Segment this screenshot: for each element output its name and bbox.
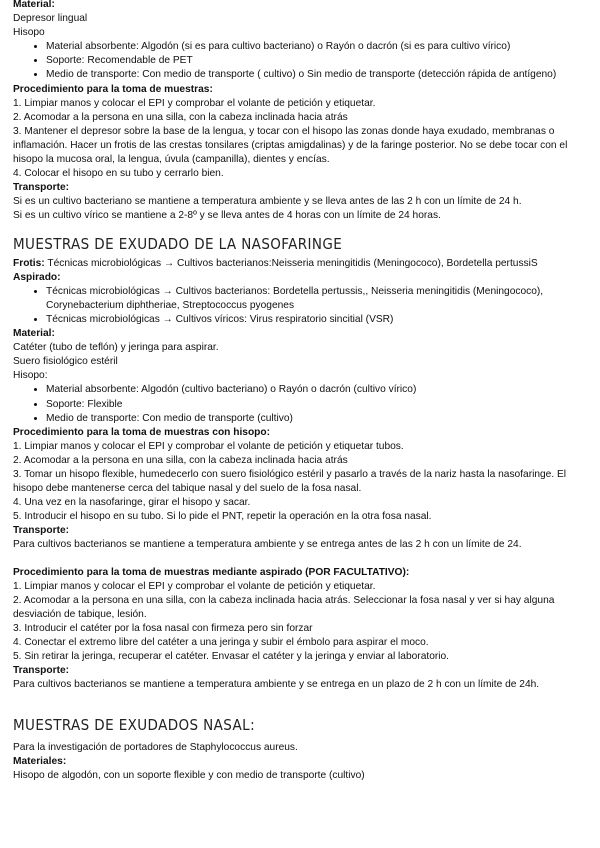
- aspirado-list: [13, 285, 597, 327]
- document-page: [13, 0, 597, 783]
- procedure-label: Procedimiento para la toma de muestras mediante aspirado (POR FACULTATIVO):: [13, 566, 410, 578]
- procedure-step: 1. Limpiar manos y colocar el EPI y comprobar el volante de petición y etiquetar tubos.: [13, 440, 404, 452]
- transport-line: Para cultivos bacterianos se mantiene a temperatura ambiente y se entrega antes de las 2 h con un límite de 24.: [13, 539, 522, 551]
- materiales-label: Materiales:: [13, 755, 67, 767]
- procedure-step: 1. Limpiar manos y colocar el EPI y comprobar el volante de petición y etiquetar.: [13, 97, 376, 109]
- material-item: Suero fisiológico estéril: [13, 356, 118, 368]
- material-item: Depresor lingual: [13, 13, 88, 25]
- list-item: • Medio de transporte: Con medio de transporte (cultivo): [46, 412, 597, 426]
- section-heading-nasal: MUESTRAS DE EXUDADOS NASAL:: [13, 716, 256, 735]
- procedure-step: 1. Limpiar manos y colocar el EPI y comprobar el volante de petición y etiquetar.: [13, 580, 376, 592]
- list-item: • Técnicas microbiológicas → Cultivos víricos: Virus respiratorio sincitial (VSR): [46, 313, 597, 327]
- procedure-step: 3. Introducir el catéter por la fosa nasal con firmeza pero sin forzar: [13, 622, 313, 634]
- material-item: Hisopo:: [13, 370, 48, 382]
- list-item: • Material absorbente: Algodón (si es para cultivo bacteriano) o Rayón o dacrón (si es para cultivo vírico): [46, 40, 597, 54]
- list-item: • Medio de transporte: Con medio de transporte ( cultivo) o Sin medio de transporte (detección rápida de antígeno): [46, 68, 597, 82]
- list-item: • Material absorbente: Algodón (cultivo bacteriano) o Rayón o dacrón (cultivo vírico): [46, 383, 597, 397]
- procedure-step: 4. Colocar el hisopo en su tubo y cerrarlo bien.: [13, 168, 224, 180]
- section-heading-nasofaringe: MUESTRAS DE EXUDADO DE LA NASOFARINGE: [13, 234, 343, 253]
- material-label: Material:: [13, 0, 55, 10]
- list-item: • Soporte: Flexible: [46, 398, 597, 412]
- transport-label: Transporte:: [13, 665, 70, 677]
- transport-line: Si es un cultivo vírico se mantiene a 2-8º y se lleva antes de 4 horas con un límite de 24 horas.: [13, 210, 441, 222]
- procedure-step: 5. Sin retirar la jeringa, recuperar el catéter. Envasar el catéter y la jeringa y enviar al laboratorio.: [13, 651, 450, 663]
- procedure-step: 4. Una vez en la nasofaringe, girar el hisopo y sacar.: [13, 497, 251, 509]
- aspirado-label: Aspirado:: [13, 271, 61, 283]
- hisopo-list: [13, 40, 597, 82]
- procedure-label: Procedimiento para la toma de muestras con hisopo:: [13, 426, 271, 438]
- list-item: • Técnicas microbiológicas → Cultivos bacterianos: Bordetella pertussis,, Neisseria meningitidis (Meningococo), Corynebacterium diphtheriae, Streptococcus pyogenes: [46, 285, 597, 313]
- procedure-step: 2. Acomodar a la persona en una silla, con la cabeza inclinada hacia atrás: [13, 111, 348, 123]
- frotis-line: [13, 257, 597, 271]
- materiales-text: Hisopo de algodón, con un soporte flexible y con medio de transporte (cultivo): [13, 769, 365, 781]
- procedure-step: 2. Acomodar a la persona en una silla, con la cabeza inclinada hacia atrás: [13, 454, 348, 466]
- frotis-label: Frotis:: [13, 257, 45, 269]
- material-item: Catéter (tubo de teflón) y jeringa para aspirar.: [13, 342, 219, 354]
- procedure-step: 4. Conectar el extremo libre del catéter a una jeringa y subir el émbolo para aspirar el moco.: [13, 637, 429, 649]
- procedure-step: 3. Tomar un hisopo flexible, humedecerlo con suero fisiológico estéril y pasarlo a través de la nariz hasta la nasofaringe. El hisopo debe mantenerse cerca del tabique nasal y del suelo de la fosa nasal.: [13, 469, 567, 495]
- hisopo-list: [13, 383, 597, 425]
- procedure-step: 5. Introducir el hisopo en su tubo. Si lo pide el PNT, repetir la operación en la otra fosa nasal.: [13, 511, 432, 523]
- procedure-label: Procedimiento para la toma de muestras:: [13, 83, 213, 95]
- material-item: Hisopo: [13, 27, 45, 39]
- intro-line: Para la investigación de portadores de Staphylococcus aureus.: [13, 741, 298, 753]
- list-item: • Soporte: Recomendable de PET: [46, 54, 597, 68]
- procedure-step: 2. Acomodar a la persona en una silla, con la cabeza inclinada hacia atrás. Seleccionar la fosa nasal y ver si hay alguna desviación de tabique, lesión.: [13, 594, 555, 620]
- material-label: Material:: [13, 328, 55, 340]
- transport-line: Si es un cultivo bacteriano se mantiene a temperatura ambiente y se lleva antes de las 2 h con un límite de 24 h.: [13, 196, 522, 208]
- transport-line: Para cultivos bacterianos se mantiene a temperatura ambiente y se entrega en un plazo de 2 h con un límite de 24h.: [13, 679, 540, 691]
- transport-label: Transporte:: [13, 525, 70, 537]
- frotis-text: Técnicas microbiológicas → Cultivos bacterianos:Neisseria meningitidis (Meningococo), Bordetella pertussiS: [44, 257, 538, 269]
- procedure-step: 3. Mantener el depresor sobre la base de la lengua, y tocar con el hisopo las zonas donde haya exudado, membranas o inflamación. Hacer un frotis de las crestas tonsilares (criptas amigdalinas) y de la faringe posterior. No se debe tocar con el hisopo la mucosa oral, la lengua, úvula (campanilla), dientes y encías.: [13, 125, 568, 166]
- transport-label: Transporte:: [13, 182, 70, 194]
